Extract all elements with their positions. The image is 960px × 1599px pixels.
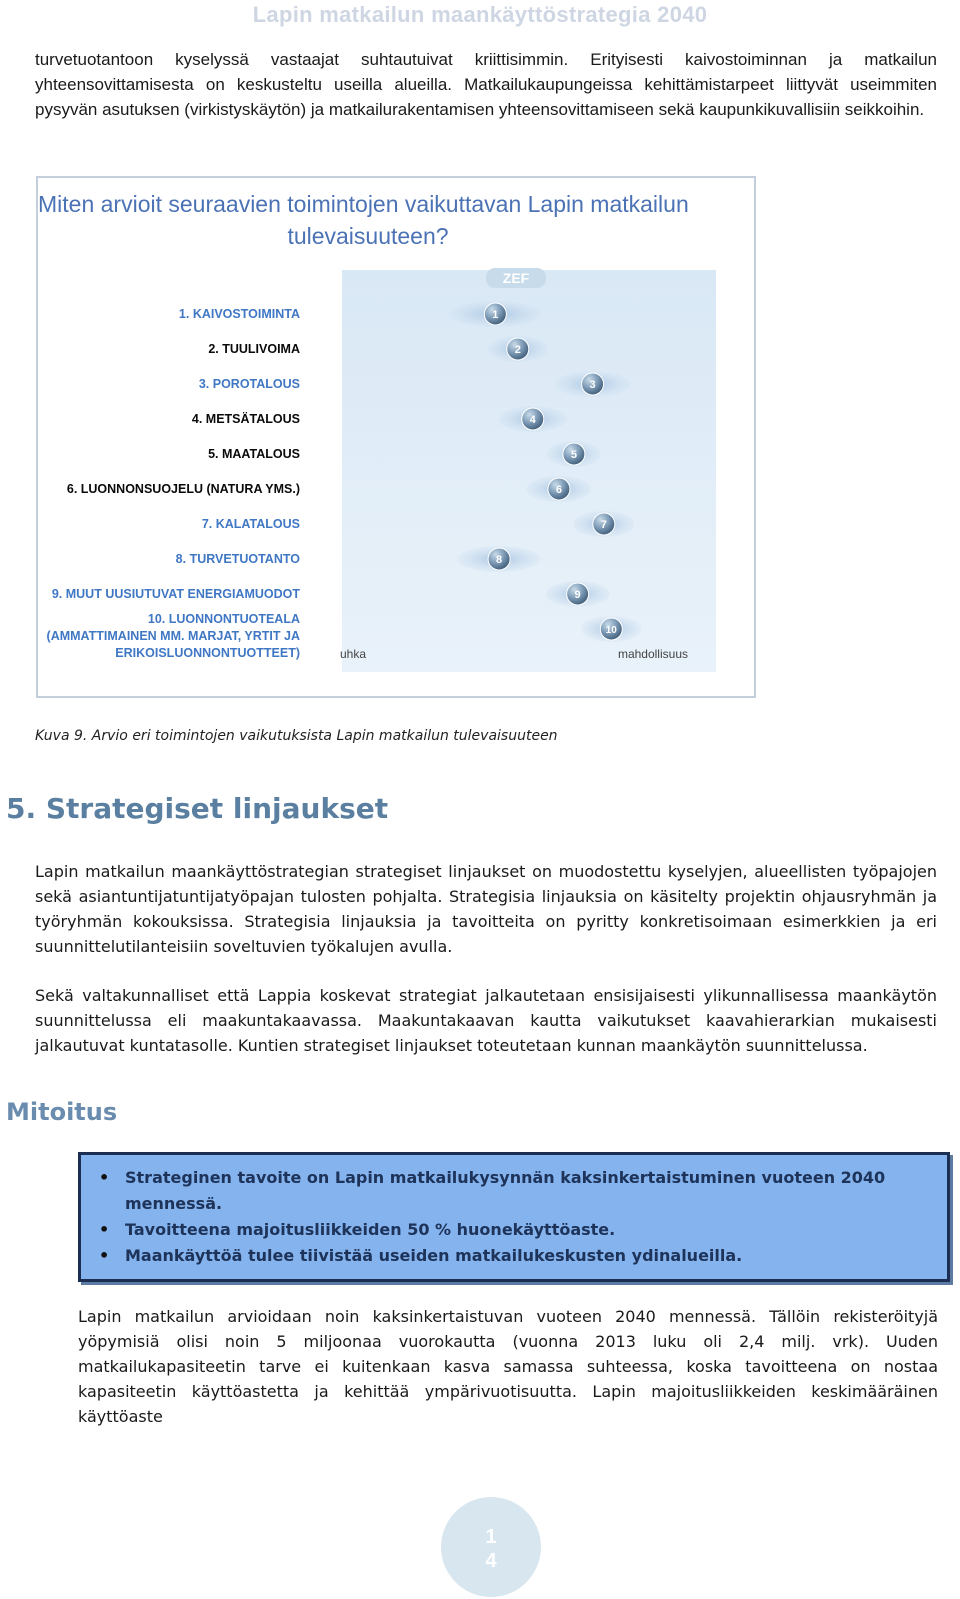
data-point-number: 1 bbox=[492, 309, 499, 321]
category-label: 9. MUUT UUSIUTUVAT ENERGIAMUODOT bbox=[51, 587, 300, 601]
mitoitus-heading: Mitoitus bbox=[6, 1098, 118, 1126]
category-label: 2. TUULIVOIMA bbox=[208, 342, 300, 356]
category-label: 4. METSÄTALOUS bbox=[191, 412, 300, 426]
goals-list bbox=[81, 1165, 947, 1269]
data-point-number: 9 bbox=[574, 589, 581, 601]
page-number-digit-2: 4 bbox=[485, 1550, 497, 1572]
survey-chart bbox=[38, 178, 754, 696]
figure-title-line1: Miten arvioit seuraavien toimintojen vaikuttavan Lapin matkailun bbox=[38, 191, 689, 217]
plot-area bbox=[342, 270, 716, 672]
zef-logo: ZEF bbox=[502, 270, 530, 286]
data-point-number: 8 bbox=[496, 554, 503, 566]
category-label: 3. POROTALOUS bbox=[198, 377, 300, 391]
section-paragraph-1: Lapin matkailun maankäyttöstrategian strategiset linjaukset on muodostettu kyselyjen, alueellisten työpajojen sekä asiantuntijatuntijatyöpajan tulosten pohjalta. Strategisia linjauksia on käsitelty projektin ohjausryhmän ja työryhmän kokouksissa. Strategisia linjauksia ja tavoitteita on pyritty konkretisoimaan esimerkkien ja eri suunnittelutilanteisiin soveltuvien työkalujen avulla. bbox=[35, 862, 937, 956]
figure-caption: Kuva 9. Arvio eri toimintojen vaikutuksista Lapin matkailun tulevaisuuteen bbox=[35, 728, 558, 744]
data-point-number: 3 bbox=[589, 379, 596, 391]
data-point bbox=[582, 373, 604, 395]
data-point-number: 4 bbox=[529, 414, 536, 426]
data-point bbox=[522, 408, 544, 430]
data-point-number: 5 bbox=[570, 449, 577, 461]
data-point-number: 2 bbox=[514, 344, 521, 356]
goals-box bbox=[78, 1152, 950, 1282]
category-label: 7. KALATALOUS bbox=[201, 517, 300, 531]
goal-item: • Strateginen tavoite on Lapin matkailukysynnän kaksinkertaistuminen vuoteen 2040 mennessä. bbox=[125, 1165, 947, 1217]
category-label: 8. TURVETUOTANTO bbox=[175, 552, 300, 566]
data-point bbox=[507, 338, 529, 360]
data-point-number: 10 bbox=[605, 625, 617, 636]
axis-label-opportunity: mahdollisuus bbox=[617, 647, 688, 661]
data-point-number: 6 bbox=[555, 484, 562, 496]
axis-label-threat: uhka bbox=[340, 647, 367, 661]
data-point bbox=[600, 618, 622, 640]
data-point bbox=[488, 548, 510, 570]
data-point bbox=[593, 513, 615, 535]
category-label: 1. KAIVOSTOIMINTA bbox=[178, 307, 300, 321]
category-label: 10. LUONNONTUOTEALA (AMMATTIMAINEN MM. MARJAT, YRTIT JA ERIKOISLUONNONTUOTTEET) bbox=[46, 612, 300, 660]
section-paragraph-2: Sekä valtakunnalliset että Lappia koskevat strategiat jalkautetaan ensisijaisesti ylikunnallisessa maankäytön suunnittelussa eli maakuntakaavassa. Maakuntakaavan kautta vaikutukset kaavahierarkian mukaisesti jalkautuvat kuntatasolle. Kuntien strategiset linjaukset toteutetaan kunnan maankäytön suunnittelussa. bbox=[35, 986, 937, 1055]
figure-title-line2: tulevaisuuteen? bbox=[287, 223, 449, 249]
goal-item: • Tavoitteena majoitusliikkeiden 50 % huonekäyttöaste. bbox=[125, 1217, 947, 1243]
page-number-badge bbox=[441, 1497, 541, 1597]
document-header: Lapin matkailun maankäyttöstrategia 2040 bbox=[252, 2, 708, 27]
data-point bbox=[563, 443, 585, 465]
intro-paragraph: turvetuotantoon kyselyssä vastaajat suhtautuivat kriittisimmin. Erityisesti kaivostoiminnan ja matkailun yhteensovittamisesta on keskusteltu useilla alueilla. Matkailukaupungeissa kehittämistarpeet liittyvät useimmiten pysyvän asutuksen (virkistyskäytön) ja matkailurakentamisen yhteensovittamiseen sekä kaupunkikuvallisiin seikkoihin. bbox=[35, 50, 937, 119]
section-heading: 5. Strategiset linjaukset bbox=[6, 792, 389, 825]
data-point-number: 7 bbox=[600, 519, 607, 531]
page-number-digit-1: 1 bbox=[485, 1526, 497, 1548]
goal-item: • Maankäyttöä tulee tiivistää useiden matkailukeskusten ydinalueilla. bbox=[125, 1243, 947, 1269]
mitoitus-paragraph: Lapin matkailun arvioidaan noin kaksinkertaistuvan vuoteen 2040 mennessä. Tällöin rekisteröityjä yöpymisiä olisi noin 5 miljoonaa vuorokautta (vuonna 2013 luku oli 2,4 milj. vrk). Uuden matkailukapasiteetin tarve ei kuitenkaan kasva samassa suhteessa, koska tavoitteena on nostaa kapasiteetin käyttöastetta ja kehittää ympärivuotisuutta. Lapin majoitusliikkeiden keskimääräinen käyttöaste bbox=[78, 1307, 938, 1426]
survey-figure bbox=[36, 176, 756, 698]
data-point bbox=[484, 303, 506, 325]
data-point bbox=[548, 478, 570, 500]
category-label: 6. LUONNONSUOJELU (NATURA YMS.) bbox=[66, 482, 300, 496]
data-point bbox=[567, 583, 589, 605]
category-label: 5. MAATALOUS bbox=[208, 447, 300, 461]
